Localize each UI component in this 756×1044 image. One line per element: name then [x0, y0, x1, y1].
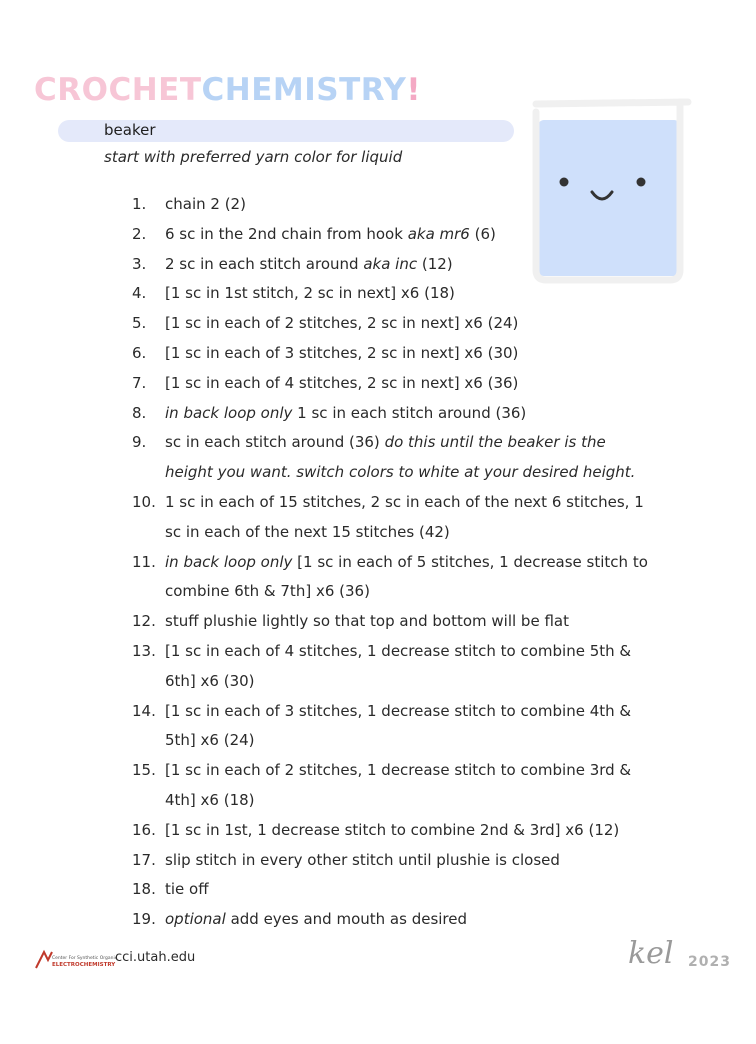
step-text — [165, 428, 652, 488]
step-item — [132, 339, 652, 369]
step-main-text: [1 sc in each of 2 stitches, 2 sc in next] x6 (24) — [165, 314, 519, 333]
step-italic-note: aka inc — [358, 254, 418, 273]
step-item — [132, 637, 652, 697]
step-text — [165, 816, 652, 846]
step-number: 8. — [132, 403, 147, 422]
step-number: 12. — [132, 612, 156, 631]
step-main-text: add eyes and mouth as desired — [225, 910, 468, 929]
step-count: (12) — [417, 254, 453, 273]
electrochemistry-center-logo — [34, 948, 118, 972]
step-count: (6) — [469, 224, 496, 243]
step-number: 9. — [132, 433, 147, 452]
beaker-right-eye — [637, 178, 646, 187]
pattern-subtitle: start with preferred yarn color for liquid — [104, 148, 403, 166]
step-main-text: stuff plushie lightly so that top and bottom will be flat — [165, 612, 569, 631]
step-item — [132, 905, 652, 935]
step-main-text: [1 sc in each of 4 stitches, 1 decrease stitch to combine 5th & 6th] x6 (30) — [165, 641, 632, 690]
step-number: 10. — [132, 492, 156, 511]
step-item — [132, 697, 652, 757]
step-main-text: [1 sc in each of 4 stitches, 2 sc in next] x6 (36) — [165, 373, 519, 392]
step-item — [132, 428, 652, 488]
step-text — [165, 488, 652, 548]
artist-signature: kel — [628, 936, 674, 971]
step-italic-lead: in back loop only — [165, 552, 293, 571]
step-number: 17. — [132, 850, 156, 869]
step-item — [132, 399, 652, 429]
step-main-text: 6 sc in the 2nd chain from hook — [165, 224, 403, 243]
footer-url[interactable]: cci.utah.edu — [115, 950, 196, 965]
step-main-text: 1 sc in each of 15 stitches, 2 sc in each of the next 6 stitches, 1 sc in each of the next 15 stitches (42) — [165, 492, 644, 541]
logo-crochet-text: CROCHET — [34, 72, 202, 108]
footer-org-line1: Center For Synthetic Organic — [52, 956, 118, 961]
beaker-illustration — [530, 98, 692, 284]
step-text — [165, 756, 652, 816]
beaker-left-eye — [560, 178, 569, 187]
step-italic-note: do this until the beaker is the height you want. switch colors to white at your desired height. — [165, 433, 636, 482]
step-item — [132, 548, 652, 608]
step-main-text: [1 sc in each of 3 stitches, 2 sc in next] x6 (30) — [165, 343, 519, 362]
step-number: 11. — [132, 552, 156, 571]
step-item — [132, 816, 652, 846]
step-text — [165, 875, 652, 905]
step-number: 5. — [132, 314, 147, 333]
step-text — [165, 637, 652, 697]
step-main-text: 2 sc in each stitch around — [165, 254, 359, 273]
logo-chemistry-text: CHEMISTRY — [201, 72, 407, 108]
steps-list — [132, 190, 652, 935]
step-number: 1. — [132, 195, 147, 213]
step-text — [165, 697, 652, 757]
logo-exclamation: ! — [406, 72, 421, 108]
step-item — [132, 309, 652, 339]
step-main-text: [1 sc in 1st, 1 decrease stitch to combine 2nd & 3rd] x6 (12) — [165, 820, 620, 839]
step-item — [132, 846, 652, 876]
step-number: 13. — [132, 641, 156, 660]
footer-org-line2: ELECTROCHEMISTRY — [52, 962, 116, 968]
step-main-text: [1 sc in 1st stitch, 2 sc in next] x6 (18) — [165, 284, 455, 303]
step-text — [165, 607, 652, 637]
step-text — [165, 309, 652, 339]
step-main-text: slip stitch in every other stitch until plushie is closed — [165, 850, 560, 869]
step-text — [165, 548, 652, 608]
step-item — [132, 369, 652, 399]
step-number: 3. — [132, 254, 147, 273]
signature-year: 2023 — [688, 954, 731, 970]
step-italic-lead: in back loop only — [165, 403, 293, 422]
beaker-liquid — [538, 120, 680, 276]
step-item — [132, 488, 652, 548]
step-number: 4. — [132, 284, 147, 303]
step-text — [165, 369, 652, 399]
step-item — [132, 607, 652, 637]
step-main-text: [1 sc in each of 5 stitches, 1 decrease stitch to combine 6th & 7th] x6 (36) — [165, 552, 648, 601]
step-main-text: 1 sc in each stitch around (36) — [292, 403, 527, 422]
step-text — [165, 399, 652, 429]
step-number: 7. — [132, 373, 147, 392]
step-italic-note: aka mr6 — [402, 224, 470, 243]
step-number: 19. — [132, 910, 156, 929]
step-number: 2. — [132, 224, 147, 243]
step-item — [132, 756, 652, 816]
step-number: 6. — [132, 343, 147, 362]
step-item — [132, 875, 652, 905]
step-number: 16. — [132, 820, 156, 839]
step-main-text: sc in each stitch around (36) — [165, 433, 380, 452]
step-main-text: chain 2 (2) — [165, 195, 246, 213]
step-main-text: [1 sc in each of 2 stitches, 1 decrease stitch to combine 3rd & 4th] x6 (18) — [165, 761, 632, 809]
step-text — [165, 905, 652, 935]
step-text — [165, 339, 652, 369]
step-number: 15. — [132, 761, 156, 780]
step-italic-lead: optional — [165, 910, 226, 929]
step-number: 14. — [132, 701, 156, 720]
step-number: 18. — [132, 880, 156, 899]
step-main-text: tie off — [165, 880, 209, 899]
crochet-chemistry-logo — [34, 68, 421, 112]
pattern-title: beaker — [104, 121, 156, 139]
step-main-text: [1 sc in each of 3 stitches, 1 decrease stitch to combine 4th & 5th] x6 (24) — [165, 701, 632, 750]
step-text — [165, 846, 652, 876]
